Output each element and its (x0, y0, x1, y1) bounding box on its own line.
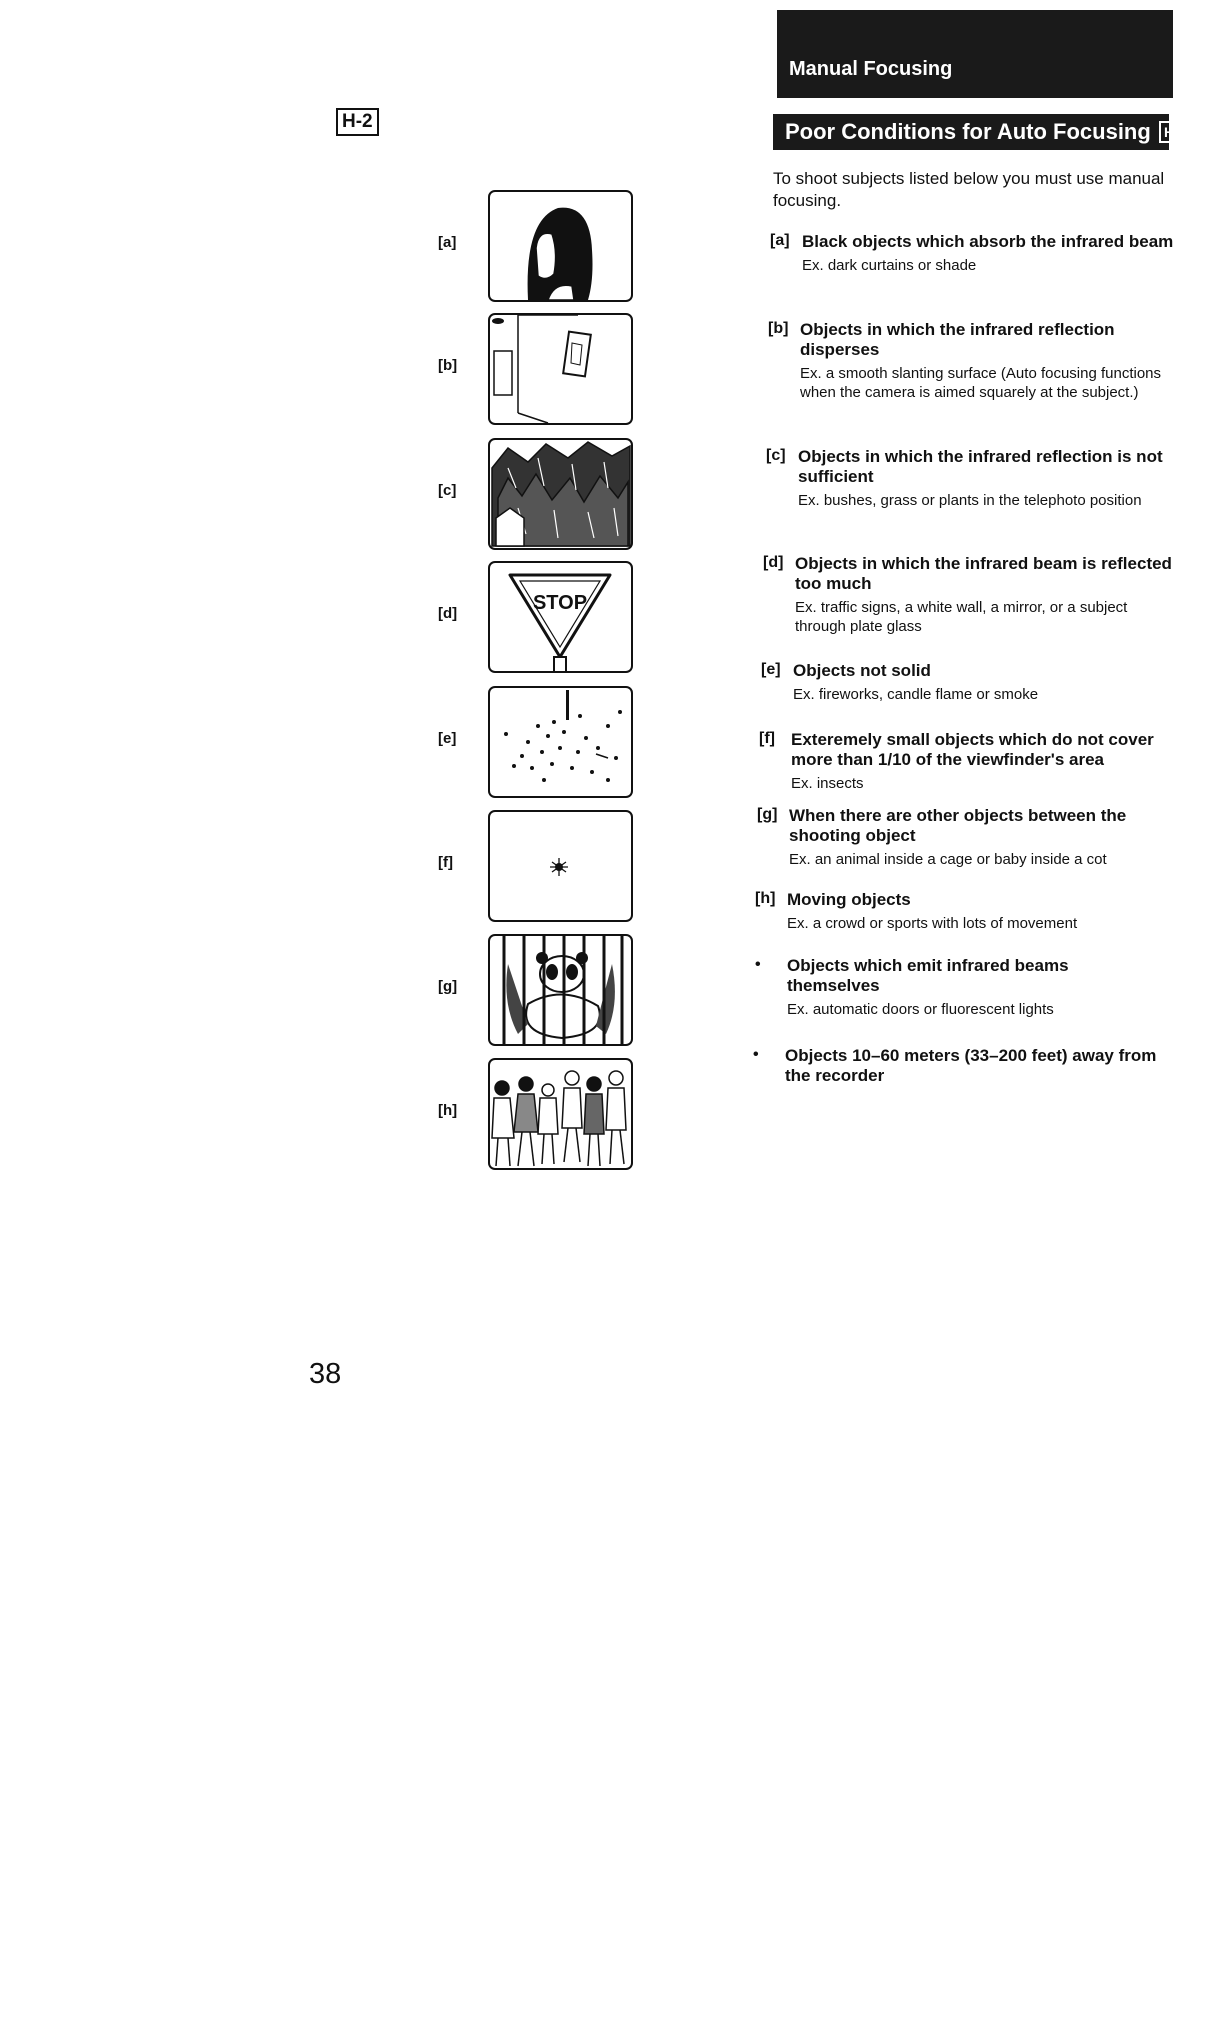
bushes-plants-icon (488, 438, 633, 550)
item-title: Objects 10–60 meters (33–200 feet) away from the recorder (785, 1046, 1157, 1085)
item-title: Moving objects (787, 890, 911, 909)
figure-label: [d] (438, 605, 458, 622)
crowd-people-icon (488, 1058, 633, 1170)
item-example: Ex. dark curtains or shade (802, 257, 977, 274)
intro-text: To shoot subjects listed below you must use manual focusing. (773, 169, 1165, 210)
figure-label: [g] (438, 978, 458, 995)
page-number: 38 (309, 1358, 342, 1390)
figure-label: [b] (438, 357, 458, 374)
item-key: [a] (770, 232, 790, 249)
item-example: Ex. traffic signs, a white wall, a mirror, or a subject through plate glass (795, 599, 1128, 635)
item-key: [b] (768, 320, 789, 337)
item-title: Exteremely small objects which do not cover more than 1/10 of the viewfinder's area (791, 730, 1154, 769)
item-example: Ex. a crowd or sports with lots of movement (787, 915, 1078, 932)
figure-label: [a] (438, 234, 457, 251)
item-key: [h] (755, 890, 776, 907)
figure-label: [e] (438, 730, 457, 747)
list-item (757, 806, 1167, 869)
item-title: Objects in which the infrared beam is reflected too much (795, 554, 1172, 593)
figure-label: [h] (438, 1102, 458, 1119)
item-example: Ex. bushes, grass or plants in the telephoto position (798, 492, 1142, 509)
list-item (763, 554, 1173, 636)
item-title: Objects in which the infrared reflection disperses (800, 320, 1115, 359)
figure-g (438, 934, 648, 1050)
page-title: Manual Focusing (789, 58, 953, 80)
item-key: • (753, 1046, 759, 1063)
figure-f (438, 810, 648, 926)
item-key: [e] (761, 661, 781, 678)
list-item (766, 447, 1176, 510)
figure-label: [f] (438, 854, 453, 871)
item-key: [c] (766, 447, 786, 464)
section-badge: H-2 (1159, 121, 1192, 143)
animal-in-cage-icon (488, 934, 633, 1046)
list-item (755, 956, 1165, 1019)
list-item (753, 1046, 1163, 1090)
small-insect-icon (488, 810, 633, 922)
figure-reference-label: H-2 (336, 108, 379, 136)
list-item (755, 890, 1165, 933)
figure-d (438, 561, 648, 677)
item-example: Ex. automatic doors or fluorescent lights (787, 1001, 1054, 1018)
item-example: Ex. an animal inside a cage or baby inside a cot (789, 851, 1107, 868)
item-example: Ex. fireworks, candle flame or smoke (793, 686, 1039, 703)
item-example: Ex. insects (791, 775, 864, 792)
item-example: Ex. a smooth slanting surface (Auto focusing functions when the camera is aimed squarely at the subject.) (800, 365, 1162, 401)
list-item (768, 320, 1178, 402)
list-item (761, 661, 1171, 704)
fireworks-icon (488, 686, 633, 798)
figure-c (438, 438, 648, 554)
item-key: • (755, 956, 761, 973)
list-item (770, 232, 1180, 275)
item-title: When there are other objects between the shooting object (789, 806, 1127, 845)
item-title: Black objects which absorb the infrared beam (802, 232, 1174, 251)
header-bar (777, 10, 1173, 98)
figure-e (438, 686, 648, 802)
item-key: [g] (757, 806, 778, 823)
woman-dark-hair-icon (488, 190, 633, 302)
item-title: Objects which emit infrared beams themselves (787, 956, 1069, 995)
item-title: Objects in which the infrared reflection is not sufficient (798, 447, 1163, 486)
figure-label: [c] (438, 482, 457, 499)
figure-h (438, 1058, 648, 1174)
room-slanted-wall-icon (488, 313, 633, 425)
item-key: [d] (763, 554, 784, 571)
stop-sign-icon (488, 561, 633, 673)
stop-sign-text: STOP (532, 592, 588, 614)
figure-b (438, 313, 648, 429)
list-item (759, 730, 1169, 793)
item-key: [f] (759, 730, 775, 747)
section-title (773, 114, 1187, 150)
section-title-text: Poor Conditions for Auto Focusing (785, 119, 1151, 144)
figure-a (438, 190, 648, 306)
item-title: Objects not solid (793, 661, 931, 680)
